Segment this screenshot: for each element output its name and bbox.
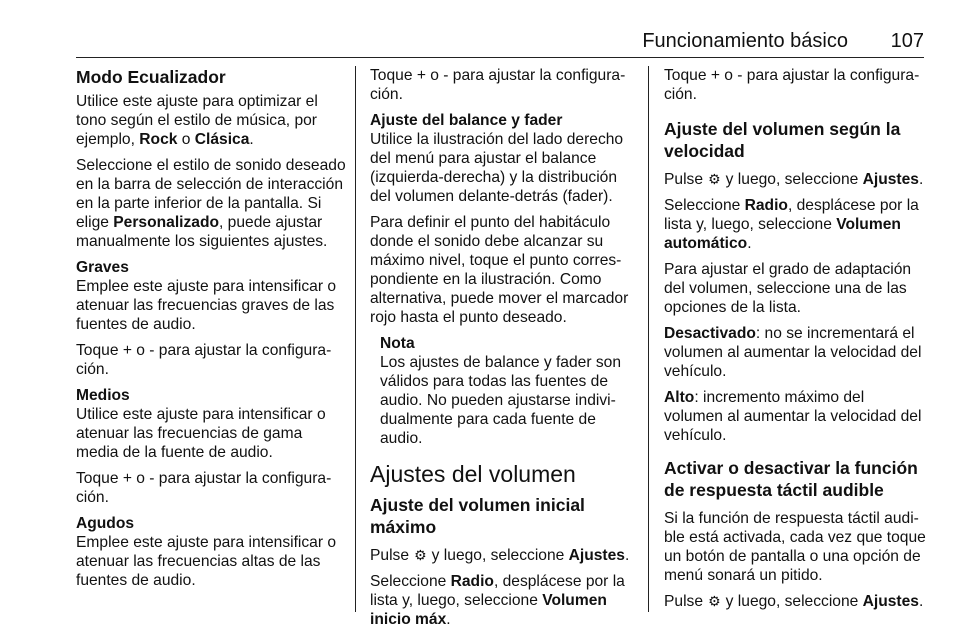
gear-icon: ⚙ xyxy=(414,547,427,563)
header-rule xyxy=(76,57,924,58)
paragraph-medios: Utilice este ajuste para intensificar o atenuar las frecuencias de gama media de la fuente de audio. xyxy=(76,406,326,461)
heading-modo-ecualizador: Modo Ecualizador xyxy=(76,67,226,87)
column-divider-1 xyxy=(355,66,356,612)
paragraph-punto: Para definir el punto del habitáculo donde el sonido debe alcanzar su máximo nivel, toque el punto corres- pondiente en la ilustración. Como alternativa, puede mover el marcador rojo hasta el punto deseado. xyxy=(370,214,629,326)
page-header xyxy=(76,26,924,56)
paragraph-graves: Emplee este ajuste para intensificar o atenuar las frecuencias graves de las fuentes de audio. xyxy=(76,278,337,333)
header-title: Funcionamiento básico xyxy=(642,30,848,52)
paragraph-agudos: Emplee este ajuste para intensificar o atenuar las frecuencias altas de las fuentes de audio. xyxy=(76,534,337,589)
column-3 xyxy=(664,66,926,618)
paragraph-grado: Para ajustar el grado de adaptación del volumen, seleccione una de las opciones de la lista. xyxy=(664,261,912,316)
paragraph-toque: Toque + o - para ajustar la configura- ción. xyxy=(664,67,920,103)
column-2 xyxy=(370,66,634,636)
note-box xyxy=(370,334,634,448)
paragraph-seleccione: Seleccione Radio, desplácese por la lista y, luego, seleccione Volumen inicio máx. xyxy=(370,573,625,628)
paragraph-desactivado: Desactivado: no se incrementará el volumen al aumentar la velocidad del vehículo. xyxy=(664,325,922,380)
heading-medios: Medios xyxy=(76,387,130,404)
paragraph-tactil: Si la función de respuesta táctil audi- ble está activada, cada vez que toque un botón de pantalla o una opción de menú sonará un pitido. xyxy=(664,510,926,584)
paragraph-pulse: Pulse ⚙ y luego, seleccione Ajustes. xyxy=(370,547,630,564)
heading-volumen-inicial: Ajuste del volumen inicial máximo xyxy=(370,495,585,537)
paragraph-graves-toque: Toque + o - para ajustar la configura- ción. xyxy=(76,342,332,378)
paragraph-select: Seleccione el estilo de sonido deseado en la barra de selección de interacción en la parte inferior de la pantalla. Si elige Personalizado, puede ajustar manualmente los siguientes ajustes. xyxy=(76,157,346,250)
paragraph-toque: Toque + o - para ajustar la configura- ción. xyxy=(370,67,626,103)
paragraph-pulse: Pulse ⚙ y luego, seleccione Ajustes. xyxy=(664,171,924,188)
heading-respuesta-tactil: Activar o desactivar la función de respuesta táctil audible xyxy=(664,458,918,500)
column-divider-2 xyxy=(648,66,649,612)
paragraph-seleccione: Seleccione Radio, desplácese por la lista y, luego, seleccione Volumen automático. xyxy=(664,197,919,252)
paragraph-pulse-2: Pulse ⚙ y luego, seleccione Ajustes. xyxy=(664,593,924,610)
note-text: Los ajustes de balance y fader son válidos para todas las fuentes de audio. No pueden ajustarse indivi- dualmente para cada fuente de audio. xyxy=(380,354,621,447)
paragraph-balance: Utilice la ilustración del lado derecho del menú para ajustar el balance (izquierda-derecha) y la distribución del volumen delante-detrás (fader). xyxy=(370,131,624,205)
heading-agudos: Agudos xyxy=(76,515,135,532)
heading-balance-fader: Ajuste del balance y fader xyxy=(370,112,563,129)
gear-icon: ⚙ xyxy=(708,171,721,187)
paragraph-intro: Utilice este ajuste para optimizar el tono según el estilo de música, por ejemplo, Rock o Clásica. xyxy=(76,93,318,148)
column-1 xyxy=(76,66,346,597)
paragraph-medios-toque: Toque + o - para ajustar la configura- ción. xyxy=(76,470,332,506)
heading-volumen-velocidad: Ajuste del volumen según la velocidad xyxy=(664,119,901,161)
note-title: Nota xyxy=(380,335,415,352)
heading-graves: Graves xyxy=(76,259,129,276)
gear-icon: ⚙ xyxy=(708,593,721,609)
heading-ajustes-volumen: Ajustes del volumen xyxy=(370,461,576,487)
paragraph-alto: Alto: incremento máximo del volumen al aumentar la velocidad del vehículo. xyxy=(664,389,922,444)
page-number: 107 xyxy=(890,30,924,52)
